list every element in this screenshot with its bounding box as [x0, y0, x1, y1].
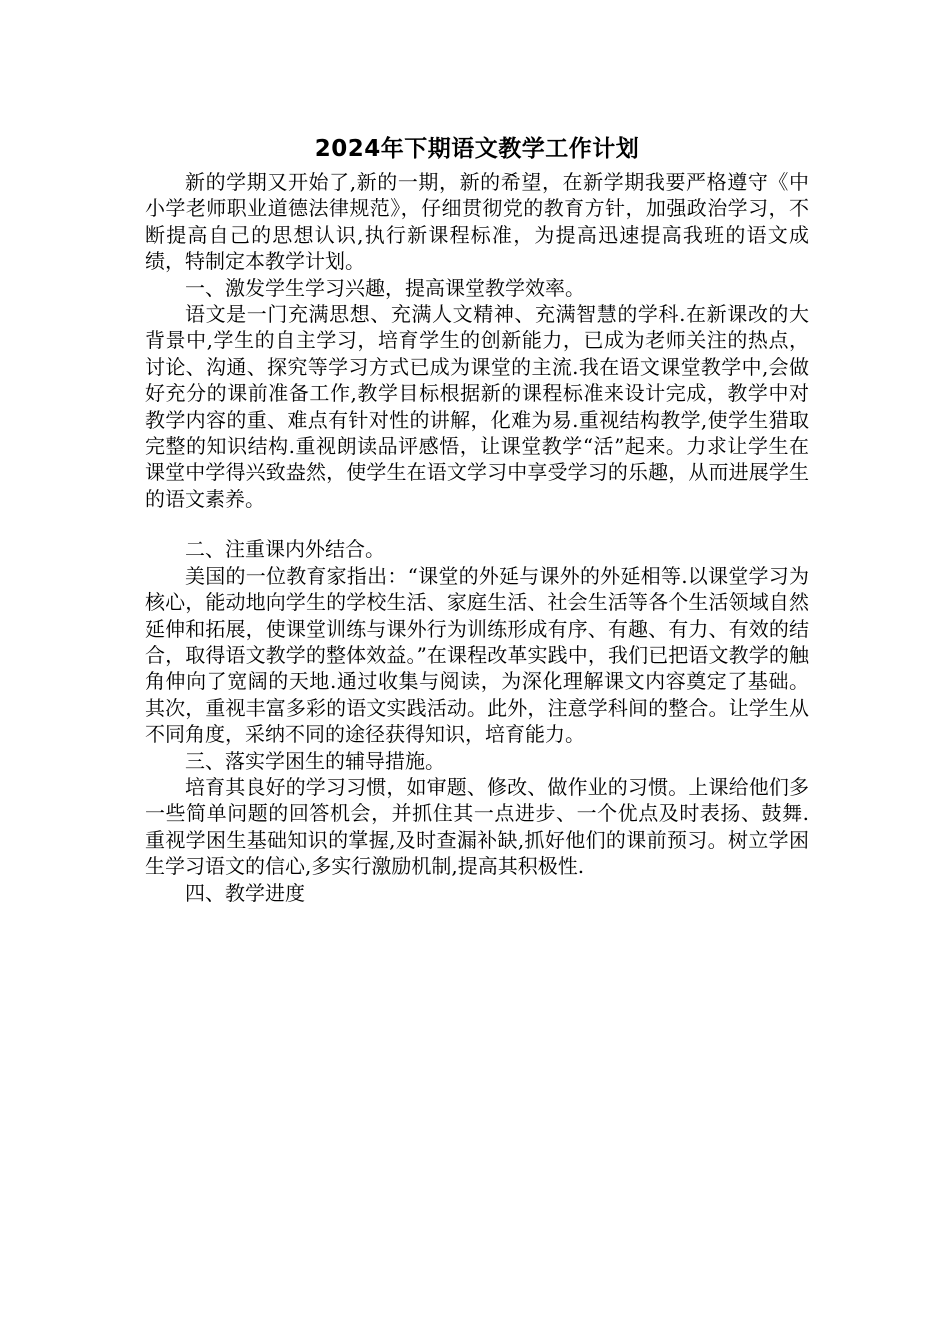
section-body-1: 语文是一门充满思想、充满人文精神、充满智慧的学科.在新课改的大背景中,学生的自主学习，培育学生的创新能力，已成为老师关注的热点，讨论、沟通、探究等学习方式已成为课堂的主流.我在语文课堂教学中,会做好充分的课前准备工作,教学目标根据新的课程标准来设计完成，教学中对教学内容的重、难点有针对性的讲解，化难为易.重视结构教学,使学生猎取完整的知识结构.重视朗读品评感悟，让课堂教学“活”起来。力求让学生在课堂中学得兴致盎然，使学生在语文学习中享受学习的乐趣，从而进展学生的语文素养。 [145, 302, 809, 511]
section-heading-1: 一、激发学生学习兴趣，提高课堂教学效率。 [185, 275, 585, 300]
blank-line [145, 512, 809, 536]
section-heading-2: 二、注重课内外结合。 [185, 537, 385, 562]
section-heading-3: 三、落实学困生的辅导措施。 [185, 748, 445, 773]
document-title: 2024年下期语文教学工作计划 [314, 136, 640, 162]
document-page [145, 133, 809, 906]
section-heading-4: 四、教学进度 [185, 880, 305, 905]
intro-paragraph: 新的学期又开始了,新的一期，新的希望，在新学期我要严格遵守《中小学老师职业道德法律规范》，仔细贯彻党的教育方针，加强政治学习，不断提高自己的思想认识,执行新课程标准，为提高迅速提高我班的语文成绩，特制定本教学计划。 [145, 170, 809, 274]
section-body-2: 美国的一位教育家指出：“课堂的外延与课外的外延相等.以课堂学习为核心，能动地向学生的学校生活、家庭生活、社会生活等各个生活领域自然延伸和拓展，使课堂训练与课外行为训练形成有序、有趣、有力、有效的结合，取得语文教学的整体效益。”在课程改革实践中，我们已把语文教学的触角伸向了宽阔的天地.通过收集与阅读，为深化理解课文内容奠定了基础。其次，重视丰富多彩的语文实践活动。此外，注意学科间的整合。让学生从不同角度，采纳不同的途径获得知识，培育能力。 [145, 563, 809, 747]
section-body-3: 培育其良好的学习习惯，如审题、修改、做作业的习惯。上课给他们多一些简单问题的回答机会，并抓住其一点进步、一个优点及时表扬、鼓舞. 重视学困生基础知识的掌握,及时查漏补缺,抓好他们的课前预习。树立学困生学习语文的信心,多实行激励机制,提高其积极性. [145, 774, 809, 879]
